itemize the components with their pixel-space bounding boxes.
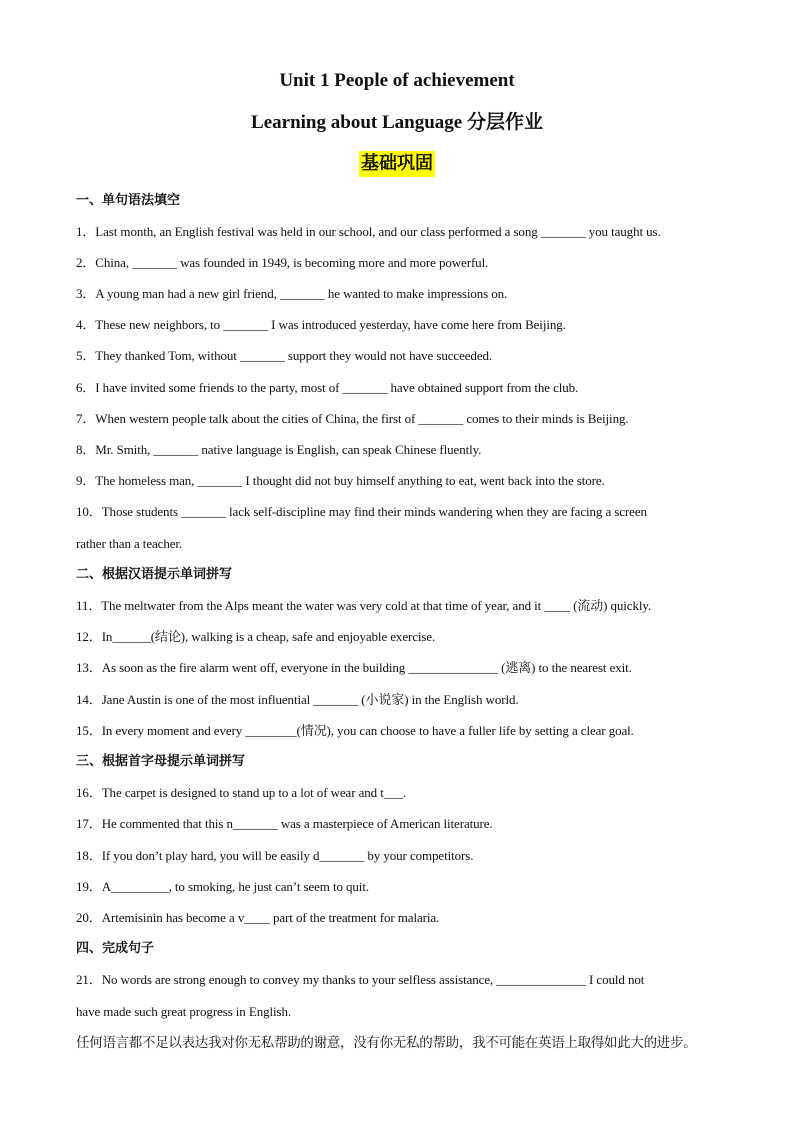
question-12: 12．In______(结论), walking is a cheap, safe and enjoyable exercise. xyxy=(76,629,436,644)
section-heading-4: 四、完成句子 xyxy=(76,941,155,956)
question-11: 11．The meltwater from the Alps meant the water was very cold at that time of year, and it ____ (流动) quickly. xyxy=(76,598,652,613)
level-badge-wrap xyxy=(0,151,794,177)
question-21: 21．No words are strong enough to convey my thanks to your selfless assistance, ______________ I could not xyxy=(76,972,645,987)
question-20: 20．Artemisinin has become a v____ part of the treatment for malaria. xyxy=(76,910,440,925)
section-heading-1: 一、单句语法填空 xyxy=(76,193,181,208)
question-10-continued: rather than a teacher. xyxy=(76,536,183,551)
question-9: 9．The homeless man, _______ I thought did not buy himself anything to eat, went back into the store. xyxy=(76,473,605,488)
question-7: 7．When western people talk about the cities of China, the first of _______ comes to their minds is Beijing. xyxy=(76,411,629,426)
document-title: Unit 1 People of achievement xyxy=(279,70,515,91)
question-18: 18．If you don’t play hard, you will be easily d_______ by your competitors. xyxy=(76,848,474,863)
question-15: 15．In every moment and every ________(情况), you can choose to have a fuller life by setting a clear goal. xyxy=(76,723,634,738)
question-17: 17．He commented that this n_______ was a masterpiece of American literature. xyxy=(76,816,493,831)
question-21-translation: 任何语言都不足以表达我对你无私帮助的谢意，没有你无私的帮助，我不可能在英语上取得如此大的进步。 xyxy=(76,1035,697,1051)
question-10: 10．Those students _______ lack self-discipline may find their minds wandering when they are facing a screen xyxy=(76,504,647,519)
document-subtitle: Learning about Language 分层作业 xyxy=(251,112,543,133)
question-14: 14．Jane Austin is one of the most influential _______ (小说家) in the English world. xyxy=(76,692,519,707)
question-21-continued: have made such great progress in English. xyxy=(76,1004,292,1019)
question-2: 2．China, _______ was founded in 1949, is becoming more and more powerful. xyxy=(76,255,489,270)
section-heading-3: 三、根据首字母提示单词拼写 xyxy=(76,754,246,769)
question-4: 4．These new neighbors, to _______ I was introduced yesterday, have come here from Beijing. xyxy=(76,317,566,332)
question-19: 19．A_________, to smoking, he just can’t seem to quit. xyxy=(76,879,369,894)
question-1: 1．Last month, an English festival was held in our school, and our class performed a song _______ you taught us. xyxy=(76,224,661,239)
level-badge: 基础巩固 xyxy=(359,151,435,177)
question-13: 13．As soon as the fire alarm went off, everyone in the building ______________ (逃离) to the nearest exit. xyxy=(76,660,632,675)
question-8: 8．Mr. Smith, _______ native language is English, can speak Chinese fluently. xyxy=(76,442,482,457)
question-5: 5．They thanked Tom, without _______ support they would not have succeeded. xyxy=(76,348,493,363)
question-3: 3．A young man had a new girl friend, _______ he wanted to make impressions on. xyxy=(76,286,508,301)
question-16: 16．The carpet is designed to stand up to a lot of wear and t___. xyxy=(76,785,407,800)
question-6: 6．I have invited some friends to the party, most of _______ have obtained support from the club. xyxy=(76,380,579,395)
section-heading-2: 二、根据汉语提示单词拼写 xyxy=(76,567,233,582)
